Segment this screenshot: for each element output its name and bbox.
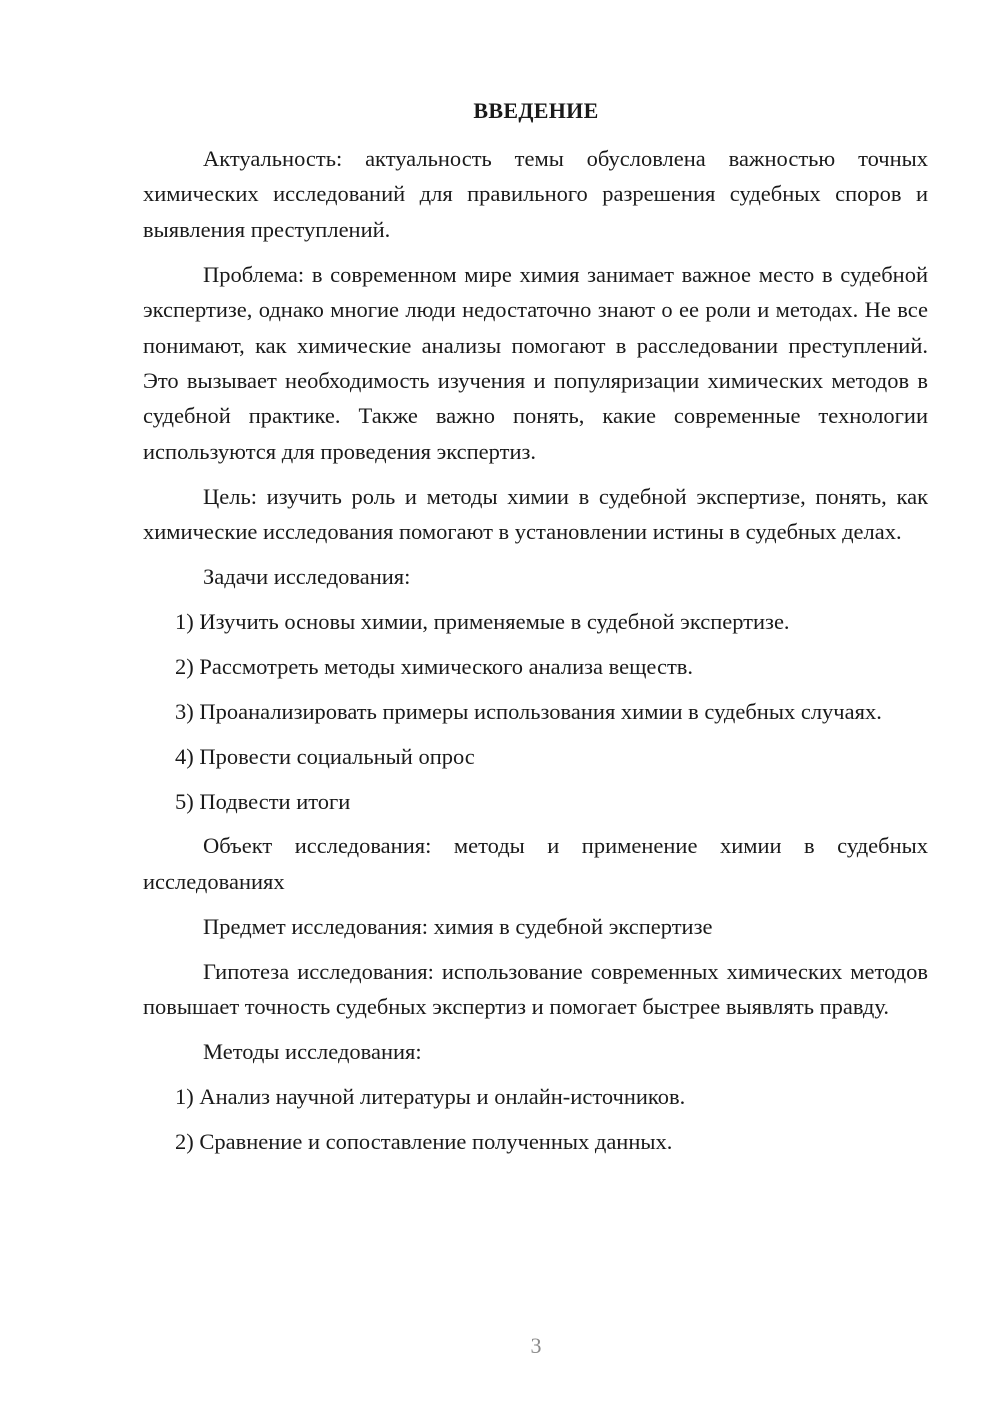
paragraph-problem: Проблема: в современном мире химия занимает важное место в судебной экспертизе, однако многие люди недостаточно знают о ее роли и методах. Не все понимают, как химические анализы помогают в расследовании преступлений. Это вызывает необходимость изучения и популяризации химических методов в судебной практике. Также важно понять, какие современные технологии используются для проведения экспертиз. <box>143 261 928 464</box>
list-item-task-3: 3) Проанализировать примеры использования химии в судебных случаях. <box>175 698 882 724</box>
document-body <box>143 141 928 1169</box>
paragraph-subject: Предмет исследования: химия в судебной экспертизе <box>203 913 713 939</box>
page-heading: ВВЕДЕНИЕ <box>473 98 599 123</box>
list-item-method-1: 1) Анализ научной литературы и онлайн-источников. <box>175 1083 686 1109</box>
paragraph-methods-heading: Методы исследования: <box>203 1038 422 1064</box>
paragraph-goal: Цель: изучить роль и методы химии в судебной экспертизе, понять, как химические исследования помогают в установлении истины в судебных делах. <box>143 483 928 545</box>
page-number: 3 <box>530 1333 542 1358</box>
paragraph-tasks-heading: Задачи исследования: <box>203 563 411 589</box>
list-item-method-2: 2) Сравнение и сопоставление полученных данных. <box>175 1128 673 1154</box>
paragraph-hypothesis: Гипотеза исследования: использование современных химических методов повышает точность судебных экспертиз и помогает быстрее выявлять правду. <box>143 958 928 1020</box>
list-item-task-1: 1) Изучить основы химии, применяемые в судебной экспертизе. <box>175 608 790 634</box>
list-item-task-5: 5) Подвести итоги <box>175 788 351 814</box>
list-item-task-2: 2) Рассмотреть методы химического анализа веществ. <box>175 653 694 679</box>
paragraph-relevance: Актуальность: актуальность темы обусловлена важностью точных химических исследований для правильного разрешения судебных споров и выявления преступлений. <box>143 146 928 242</box>
list-item-task-4: 4) Провести социальный опрос <box>175 743 475 769</box>
paragraph-object: Объект исследования: методы и применение химии в судебных исследованиях <box>143 833 928 894</box>
